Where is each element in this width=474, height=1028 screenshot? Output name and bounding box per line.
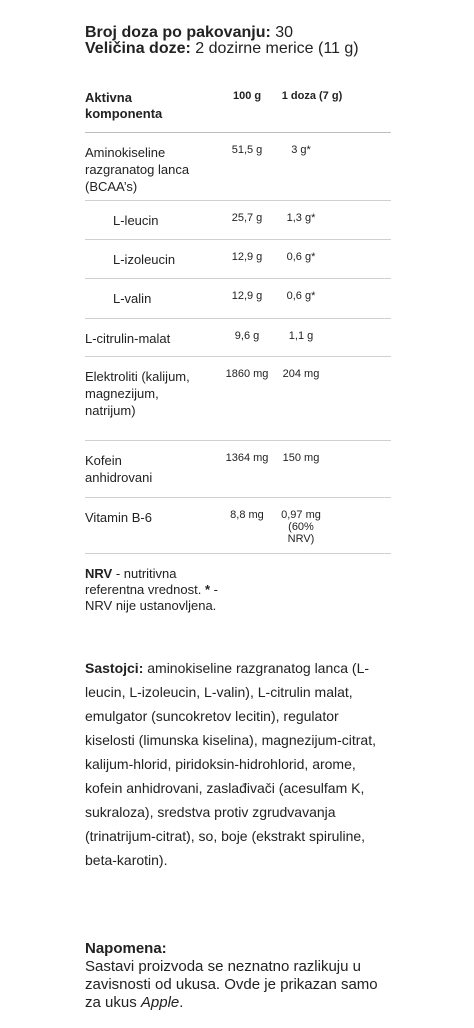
- column-header-100g: 100 g: [233, 90, 262, 102]
- star-label: *: [204, 582, 211, 597]
- row-name: Kofein anhidrovani: [85, 453, 153, 485]
- row-name: Vitamin B-6: [85, 510, 152, 525]
- row-value-100g: 8,8 mg: [230, 509, 264, 521]
- row-value-100g: 12,9 g: [231, 290, 263, 302]
- row-name: L-izoleucin: [113, 252, 176, 267]
- row-value-dose: 1,3 g*: [286, 212, 316, 224]
- serving-size-line: [85, 40, 359, 58]
- row-name: L-leucin: [113, 213, 159, 228]
- ingredients-paragraph: [85, 656, 391, 872]
- nrv-footnote: [85, 566, 225, 614]
- table-row: [85, 132, 391, 201]
- table-row: [85, 200, 391, 240]
- row-value-dose: 150 mg: [282, 452, 320, 464]
- row-value-dose: 0,97 mg (60% NRV): [281, 509, 321, 545]
- row-value-dose: 204 mg: [282, 368, 320, 380]
- ingredients-text: aminokiseline razgranatog lanca (L-leucin, L-izoleucin, L-valin), L-citrulin malat, emulgator (suncokretov lecitin), regulator kiselosti (limunska kiselina), magnezijum-citrat, kalijum-hlorid, piridoksin-hidrohlorid, arome, kofein anhidrovani, zaslađivači (acesulfam K, sukraloza), sredstva protiv zgrudvavanja (trinatrijum-citrat), so, boje (ekstrakt spiruline, beta-karotin).: [85, 660, 376, 868]
- row-value-100g: 1364 mg: [225, 452, 269, 464]
- note-end: .: [179, 994, 184, 1011]
- row-value-dose: 0,6 g*: [286, 251, 316, 263]
- note-text: Sastavi proizvoda se neznatno razlikuju u zavisnosti od ukusa. Ovde je prikazan samo za ukus: [85, 958, 378, 1011]
- nrv-text: - nutritivna referentna vrednost.: [85, 566, 205, 597]
- ingredients-label: Sastojci:: [85, 660, 144, 676]
- row-value-100g: 1860 mg: [225, 368, 269, 380]
- row-value-100g: 25,7 g: [231, 212, 263, 224]
- note-flavor: Apple: [140, 994, 180, 1011]
- row-name: Aminokiseline razgranatog lanca (BCAA’s): [85, 145, 190, 194]
- row-value-100g: 12,9 g: [231, 251, 263, 263]
- row-value-dose: 3 g*: [291, 144, 311, 156]
- table-row: [85, 239, 391, 279]
- table-header: [85, 88, 391, 133]
- table-row: [85, 318, 391, 357]
- note-title: Napomena:: [85, 940, 167, 957]
- servings-value: 30: [275, 24, 294, 41]
- servings-label: Broj doza po pakovanju:: [85, 24, 271, 41]
- nrv-label: NRV: [85, 566, 113, 581]
- column-header-dose: 1 doza (7 g): [281, 90, 343, 102]
- row-name: L-valin: [113, 291, 152, 306]
- row-name: L-citrulin-malat: [85, 331, 171, 346]
- serving-size-value: 2 dozirne merice (11 g): [195, 40, 359, 57]
- row-value-100g: 51,5 g: [231, 144, 263, 156]
- row-name: Elektroliti (kalijum, magnezijum, natrijum): [85, 369, 190, 418]
- row-value-dose: 1,1 g: [288, 330, 314, 342]
- table-row: [85, 356, 391, 441]
- note-paragraph: [85, 958, 395, 1012]
- row-value-dose: 0,6 g*: [286, 290, 316, 302]
- row-value-100g: 9,6 g: [234, 330, 260, 342]
- table-row: [85, 497, 391, 554]
- serving-size-label: Veličina doze:: [85, 40, 191, 57]
- table-row: [85, 278, 391, 319]
- star-text: - NRV nije ustanovljena.: [85, 582, 218, 613]
- column-header-component: Aktivna komponenta: [85, 90, 163, 121]
- table-row: [85, 440, 391, 498]
